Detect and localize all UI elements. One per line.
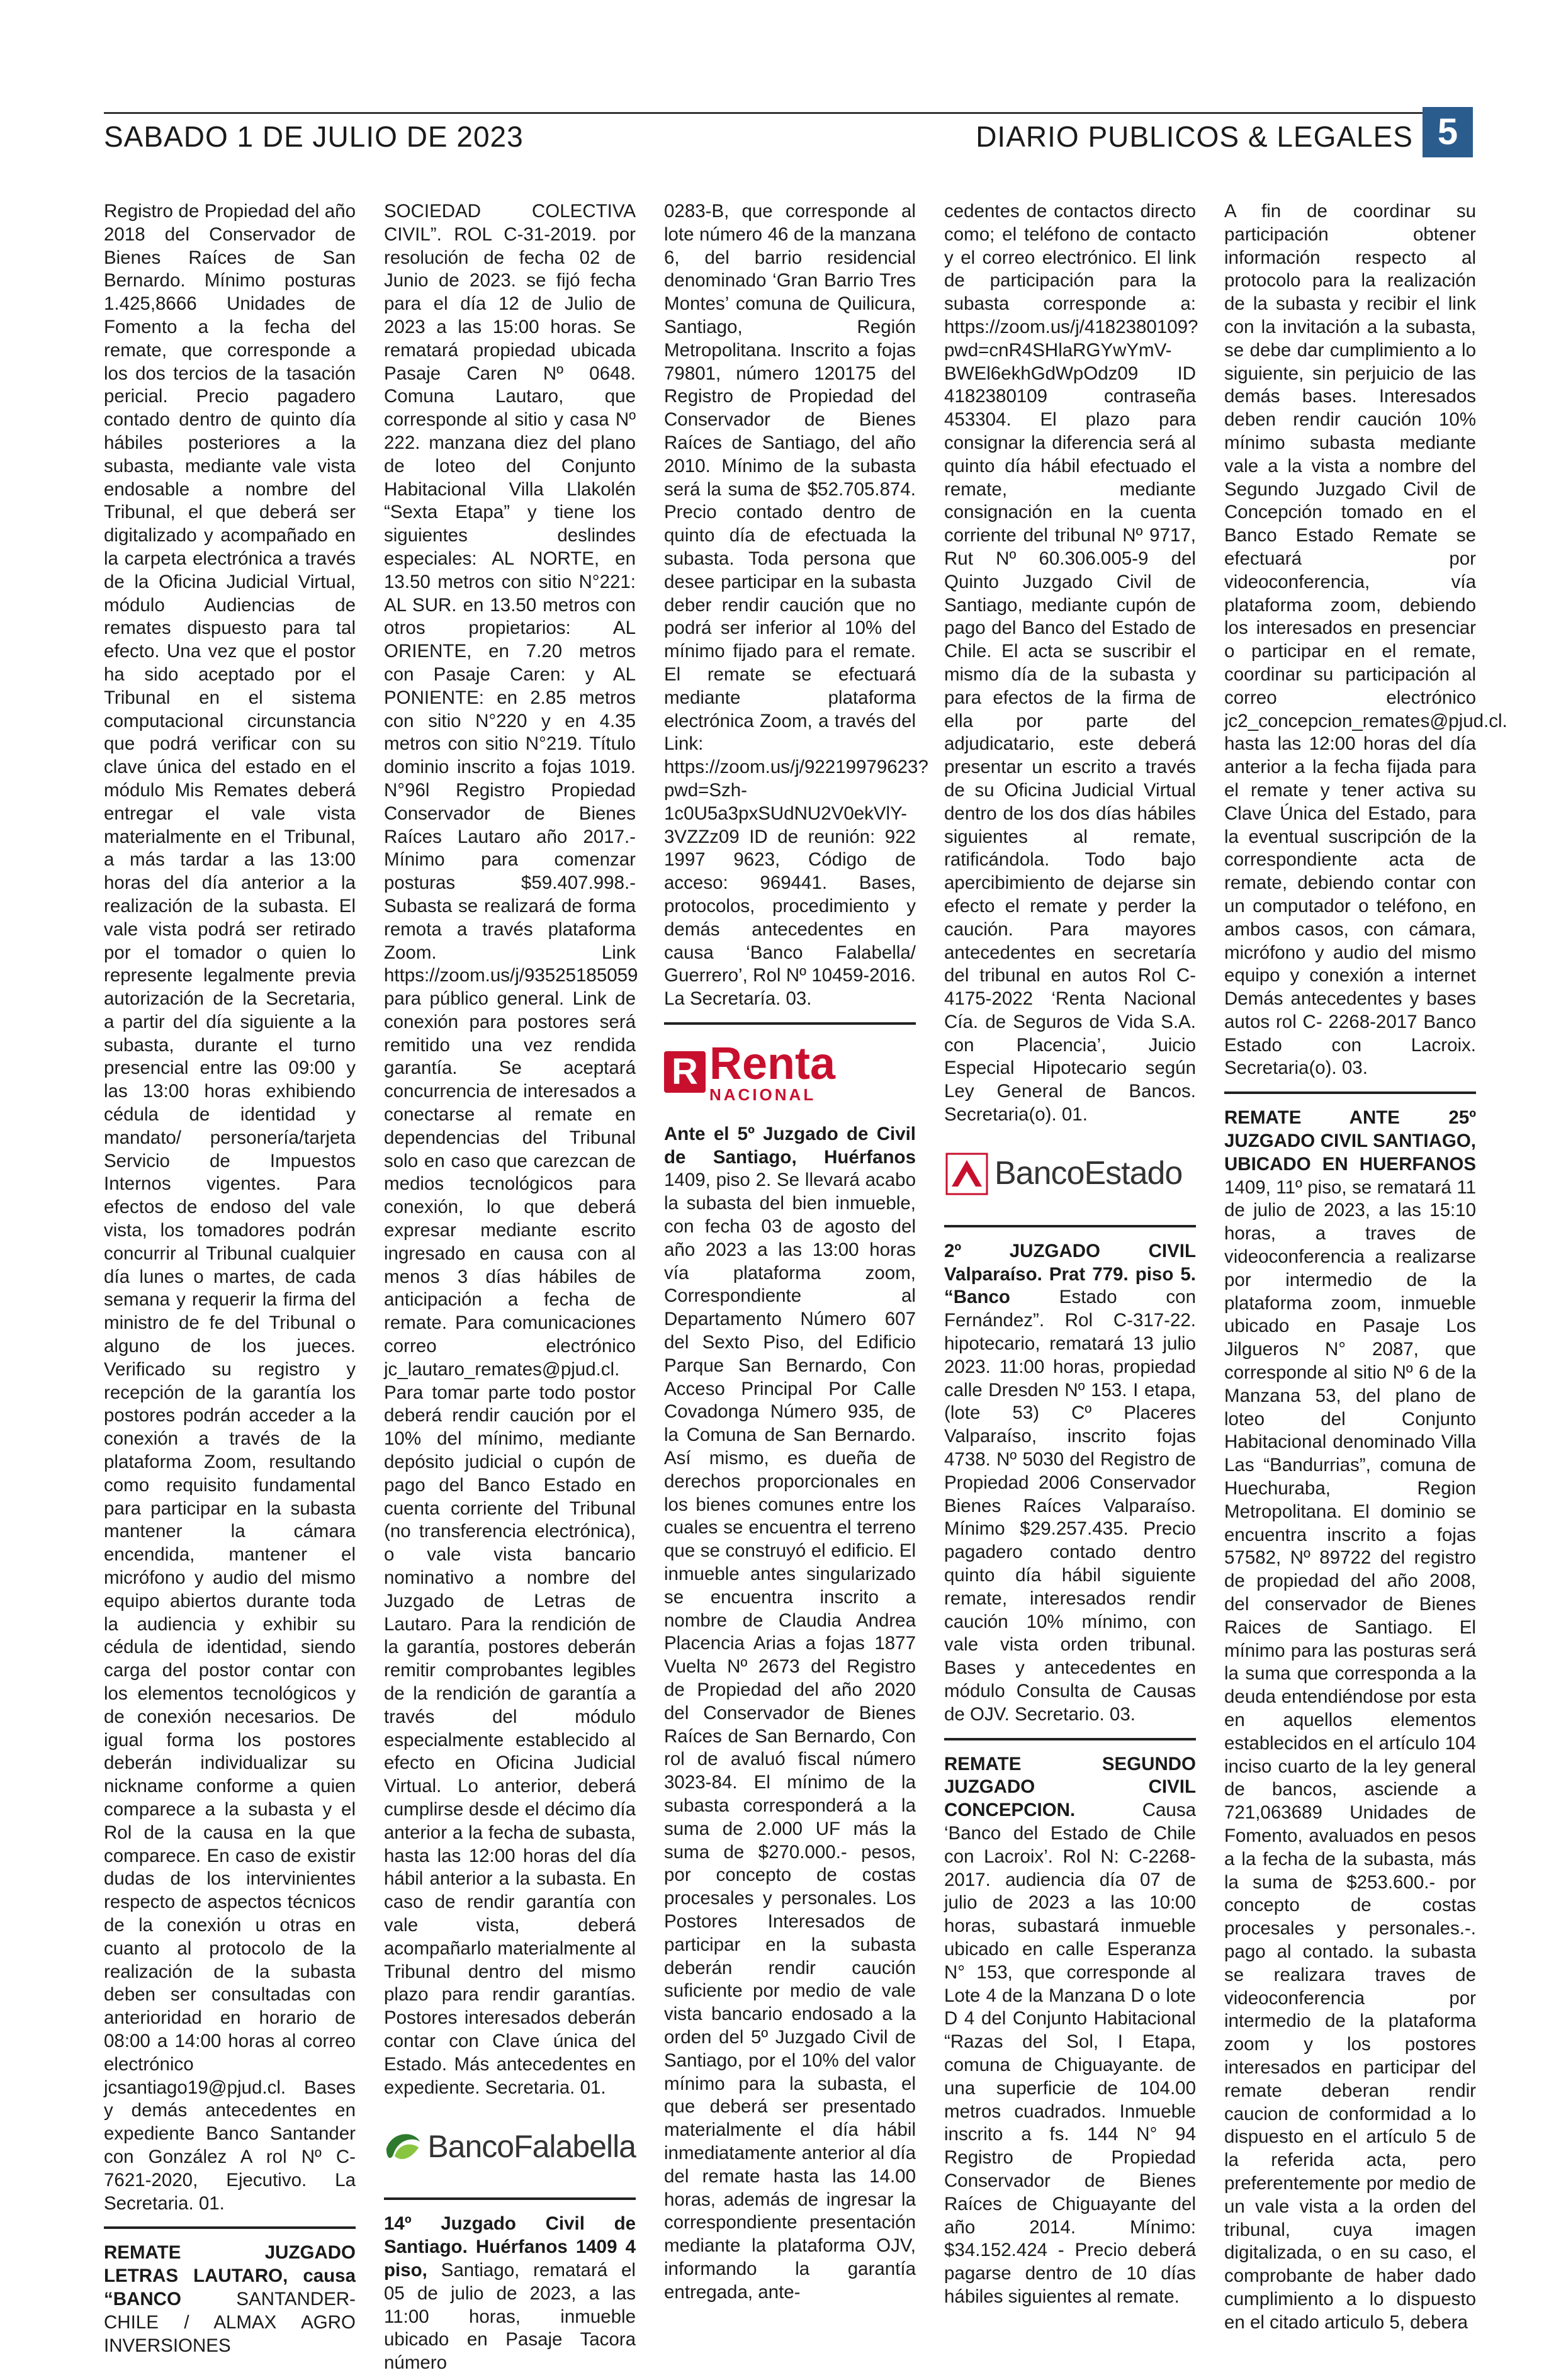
notice bbox=[384, 2213, 636, 2375]
notice-text: Registro de Propiedad del año 2018 del Conservador de Bienes Raíces de San Bernardo. Mínimo posturas 1.425,8666 Unidades de Fomento a la fecha del remate, que corresponde a los dos tercios de la tasación pericial. Precio pagadero contado dentro de quinto día hábiles posteriores a la subasta, mediante vale vista endosable a nombre del Tribunal, el que deberá ser digitalizado y acompañado en la carpeta electrónica a través de la Oficina Judicial Virtual, módulo Audiencias de remates dispuesto para tal efecto. Una vez que el postor ha sido aceptado por el Tribunal en el sistema computacional circunstancia que podrá verificar con su clave única del estado en el módulo Mis Remates deberá entregar el vale vista materialmente en el Tribunal, a más tardar a las 13:00 horas del día anterior a la realización de la subasta. El vale vista podrá ser retirado por el tomador o quien lo represente legalmente previa autorización de la Secretaria, a partir del día siguiente a la subasta, durante el turno presencial entre las 09:00 y las 13:00 horas exhibiendo cédula de identidad y mandato/ personería/tarjeta Servicio de Impuestos Internos vigentes. Para efectos de endoso del vale vista, los tomadores podrán concurrir al Tribunal cualquier día lunes o martes, de cada semana y requerir la firma del ministro de fe del Tribunal o alguno de los jueces. Verificado su registro y recepción de la garantía los postores podrán acceder a la conexión a través de la plataforma Zoom, resultando como requisito fundamental para participar en la subasta mantener la cámara encendida, mantener el micrófono y audio del mismo equipo abiertos durante toda la audiencia y exhibir su cédula de identidad, siendo carga del postor contar con los elementos tecnológicos y de conexión necesarios. De igual forma los postores deberán individualizar su nickname conforme a quien comparece a la subasta y el Rol de la causa en la que comparece. En caso de existir dudas de los intervinientes respecto de aspectos técnicos de la conexión u otras en cuanto al protocolo de la realización de la subasta deben ser consultadas con anterioridad en horario de 08:00 a 14:00 horas al correo electrónico jcsantiago19@pjud.cl. Bases y demás antecedentes en expediente Banco Santander con González A rol Nº C-7621-2020, Ejecutivo. La Secretaria. 01. bbox=[104, 201, 356, 2214]
banco-falabella-mark-icon bbox=[384, 2121, 422, 2172]
page-header bbox=[104, 107, 1473, 157]
divider bbox=[944, 1738, 1196, 1740]
column-2 bbox=[384, 200, 636, 2380]
notice-text: SOCIEDAD COLECTIVA CIVIL”. ROL C-31-2019. por resolución de fecha 02 de Junio de 2023. se fijó fecha para el día 12 de Julio de 2023 a las 15:00 horas. Se rematará propiedad ubicada Pasaje Caren Nº 0648. Comuna Lautaro, que corresponde al sitio y casa Nº 222. manzana diez del plano de loteo del Conjunto Habitacional Villa Llakolén “Sexta Etapa” y tiene los siguientes deslindes especiales: AL NORTE, en 13.50 metros con sitio N°221: AL SUR. en 13.50 metros con otros propietarios: AL ORIENTE, en 7.20 metros con Pasaje Caren: y AL PONIENTE: en 2.85 metros con sitio N°220 y en 4.35 metros con sitio N°219. Título dominio inscrito a fojas 1019. N°96l Registro Propiedad Conservador de Bienes Raíces Lautaro año 2017.- Mínimo para comenzar posturas $59.407.998.- Subasta se realizará de forma remota a través plataforma Zoom. Link https://zoom.us/j/93525185059 para público general. Link de conexión para postores será remitido una vez rendida garantía. Se aceptará concurrencia de interesados a conectarse al remate en dependencias del Tribunal solo en caso que carezcan de medios tecnológicos para conexión, lo que deberá expresar mediante escrito ingresado en causa con al menos 3 días hábiles de anticipación a fecha de remate. Para comunicaciones correo electrónico jc_lautaro_remates@pjud.cl. Para tomar parte todo postor deberá rendir caución por el 10% del mínimo, mediante depósito judicial o cupón de pago del Banco Estado en cuenta corriente del Tribunal (no transferencia electrónica), o vale vista bancario nominativo a nombre del Juzgado de Letras de Lautaro. Para la rendición de la garantía, postores deberán remitir comprobantes legibles de la rendición de garantía a través del módulo especialmente establecido al efecto en Oficina Judicial Virtual. Lo anterior, deberá cumplirse desde el décimo día anterior a la fecha de subasta, hasta las 12:00 horas del día hábil anterior a la subasta. En caso de rendir garantía con vale vista, deberá acompañarlo materialmente al Tribunal dentro del mismo plazo para rendir garantías. Postores interesados deberán contar con Clave única del Estado. Más antecedentes en expediente. Secretaria. 01. bbox=[384, 201, 638, 2098]
column-5 bbox=[1224, 200, 1507, 2340]
notice bbox=[944, 1753, 1196, 2309]
notice-text: SANTANDER-CHILE / ALMAX AGRO INVERSIONES bbox=[104, 2288, 356, 2356]
divider bbox=[384, 2197, 636, 2200]
renta-nacional-wordmark bbox=[709, 1038, 836, 1104]
divider bbox=[104, 2226, 356, 2229]
renta-name: Renta bbox=[709, 1038, 836, 1089]
notice bbox=[664, 1123, 916, 2304]
notice-text: cedentes de contactos directo como; el teléfono de contacto y el correo electrónico. El link de participación para la subasta corresponde a: https://zoom.us/j/4182380109?pwd=cnR4SHlaRGYwYmV-BWEl6ekhGdWpOdz09 ID 4182380109 contraseña 453304. El plazo para consignar la diferencia será al quinto día hábil efectuado el remate, mediante consignación en la cuenta corriente del tribunal Nº 9717, Rut Nº 60.306.005-9 del Quinto Juzgado Civil de Santiago, mediante cupón de pago del Banco del Estado de Chile. El acta se suscribir el mismo día de la subasta y para efectos de la firma de ella por parte del adjudicatario, este deberá presentar un escrito a través de su Oficina Judicial Virtual dentro de los dos días hábiles siguientes al remate, ratificándola. Todo bajo apercibimiento de dejarse sin efecto el remate y perder la caución. Para mayores antecedentes en secretaría del tribunal en autos Rol C-4175-2022 ‘Renta Nacional Cía. de Seguros de Vida S.A. con Placencia’, Juicio Especial Hipotecario según Ley General de Bancos. Secretaria(o). 01. bbox=[944, 201, 1198, 1125]
column-3 bbox=[664, 200, 928, 2310]
page-number: 5 bbox=[1423, 107, 1473, 157]
notice-heading: Ante el 5º Juzgado de Civil de Santiago, Huérfanos bbox=[664, 1123, 916, 1168]
notice-text: 1409, piso 2. Se llevará acabo la subasta del bien inmueble, con fecha 03 de agosto del año 2023 a las 13:00 horas vía plataforma zoom, Correspondiente al Departamento Número 607 del Sexto Piso, del Edificio Parque San Bernardo, Con Acceso Principal Por Calle Covadonga Número 935, de la Comuna de San Bernardo. Así mismo, es dueña de derechos proporcionales en los bienes comunes entre los cuales se encuentra el terreno que se construyó el edificio. El inmueble antes singularizado se encuentra inscrito a nombre de Claudia Andrea Placencia Arias a fojas 1877 Vuelta Nº 2673 del Registro de Propiedad del año 2020 del Conservador de Bienes Raíces de San Bernardo, Con rol de avaluó fiscal número 3023-84. El mínimo de la subasta corresponderá a la suma de 2.000 UF más la suma de $270.000.- pesos, por concepto de costas procesales y personales. Los Postores Interesados de participar en la subasta deberán rendir caución suficiente por medio de vale vista bancario endosado a la orden del 5º Juzgado Civil de Santiago, por el 10% del valor mínimo para la subasta, el que deberá ser presentado materialmente el día hábil inmediatamente anterior al día del remate hasta las 14.00 horas, además de ingresar la correspondiente presentación mediante la plataforma OJV, informando la garantía entregada, ante- bbox=[664, 1170, 916, 2303]
banco-estado-mark-icon bbox=[944, 1151, 989, 1197]
notice bbox=[1224, 1107, 1476, 2334]
banco-falabella-wordmark: BancoFalabella bbox=[427, 2128, 636, 2164]
notice-heading: 2º JUZGADO CIVIL Valparaíso. Prat 779. piso 5. “Banco bbox=[944, 1240, 1196, 1308]
notice-text: 1409, 11º piso, se rematará 11 de julio de 2023, a las 15:10 horas, a traves de videoconferencia a realizarse por intermedio de la plataforma zoom, inmueble ubicado en Pasaje Los Jilgueros N° 2087, que corresponde al sitio Nº 6 de la Manzana 53, del plano de loteo del Conjunto Habitacional denominado Villa Las “Bandurrias”, comuna de Huechuraba, Region Metropolitana. El dominio se encuentra inscrito a fojas 57582, Nº 89722 del registro de propiedad del año 2008, del conservador de Bienes Raices de Santiago. El mínimo para las posturas será la suma que corresponda a la deuda entendiéndose por esta en aquellos elementos establecidos en el artículo 104 inciso cuarto de la ley general de bancos, asciende a 721,063689 Unidades de Fomento, avaluados en pesos a la fecha de la subasta, más la suma de $253.600.- por concepto de costas procesales y personales.-. pago al contado. la subasta se realizara traves de videoconferencia por intermedio de la plataforma zoom y los postores interesados en participar del remate deberan rendir caucion de conformidad a lo dispuesto en el artículo 5 de la referida acta, pero preferentemente por medio de un vale vista a la orden del tribunal, cuya imagen digitalizada, o en su caso, el comprobante de haber dado cumplimiento a lo dispuesto en el citado articulo 5, debera bbox=[1224, 1176, 1476, 2333]
notice-text: Estado con Fernández”. Rol C-317-22. hipotecario, rematará 13 julio 2023. 11:00 horas, propiedad calle Dresden Nº 153. I etapa, (lote 53) Cº Placeres Valparaíso, inscrito fojas 4738. Nº 5030 del Registro de Propiedad 2006 Conservador Bienes Raíces Valparaíso. Mínimo $29.257.435. Precio pagadero contado dentro quinto día hábil siguiente remate, interesados rendir caución 10% mínimo, con vale vista orden tribunal. Bases y antecedentes en módulo Consulta de Causas de OJV. Secretario. 03. bbox=[944, 1287, 1196, 1725]
banco-falabella-logo bbox=[384, 2112, 636, 2181]
renta-sub: NACIONAL bbox=[709, 1085, 816, 1104]
renta-nacional-mark-icon: R bbox=[664, 1051, 706, 1093]
divider bbox=[664, 1022, 916, 1025]
notice bbox=[104, 2242, 356, 2357]
column-1 bbox=[104, 200, 356, 2362]
notice-heading: 14º Juzgado Civil de Santiago. Huérfanos 1409 4 piso, bbox=[384, 2213, 636, 2281]
divider bbox=[944, 1225, 1196, 1227]
divider bbox=[1224, 1091, 1476, 1094]
notice-heading: REMATE JUZGADO LETRAS LAUTARO, causa “BANCO bbox=[104, 2242, 356, 2310]
header-rule bbox=[104, 112, 1432, 114]
publication-name: DIARIO PUBLICOS & LEGALES bbox=[976, 120, 1413, 153]
notice-heading: REMATE ANTE 25º JUZGADO CIVIL SANTIAGO, UBICADO EN HUERFANOS bbox=[1224, 1107, 1476, 1175]
banco-estado-wordmark: BancoEstado bbox=[995, 1155, 1183, 1192]
notice-text: A fin de coordinar su participación obtener información respecto al protocolo para la realización de la subasta y recibir el link con la invitación a la subasta, se debe dar cumplimiento a lo siguiente, sin perjuicio de las demás bases. Interesados deben rendir caución 10% mínimo subasta mediante vale a la vista a nombre del Segundo Juzgado Civil de Concepción tomado en el Banco Estado Remate se efectuará por videoconferencia, vía plataforma zoom, debiendo los interesados en presenciar o participar en el remate, coordinar su participación al correo electrónico jc2_concepcion_remates@pjud.cl. hasta las 12:00 horas del día anterior a la fecha fijada para el remate y tener activa su Clave Única del Estado, para la eventual suscripción de la correspondiente acta de remate, debiendo contar con un computador o teléfono, en ambos casos, con cámara, micrófono y audio del mismo equipo y conexión a internet Demás antecedentes y bases autos rol C- 2268-2017 Banco Estado con Lacroix. Secretaria(o). 03. bbox=[1224, 201, 1507, 1079]
column-4 bbox=[944, 200, 1196, 2314]
notice-text: 0283-B, que corresponde al lote número 46 de la manzana 6, del barrio residencial denominado ‘Gran Barrio Tres Montes’ comuna de Quilicura, Santiago, Región Metropolitana. Inscrito a fojas 79801, número 120175 del Registro de Propiedad del Conservador de Bienes Raíces de Santiago, del año 2010. Mínimo de la subasta será la suma de $52.705.874. Precio contado dentro de quinto día de efectuada la subasta. Toda persona que desee participar en la subasta deber rendir caución que no podrá ser inferior al 10% del mínimo fijado para el remate. El remate se efectuará mediante plataforma electrónica Zoom, a través del Link: https://zoom.us/j/92219979623?pwd=Szh-1c0U5a3pxSUdNU2V0ekVlY-3VZZz09 ID de reunión: 922 1997 9623, Código de acceso: 969441. Bases, protocolos, procedimiento y demás antecedentes en causa ‘Banco Falabella/ Guerrero’, Rol Nº 10459-2016. La Secretaría. 03. bbox=[664, 201, 928, 1010]
issue-date: SABADO 1 DE JULIO DE 2023 bbox=[104, 120, 524, 153]
notice-heading: REMATE SEGUNDO JUZGADO CIVIL CONCEPCION. bbox=[944, 1753, 1196, 1821]
notice-text: Santiago, rematará el 05 de julio de 2023, a las 11:00 horas, inmueble ubicado en Pasaje Tacora número bbox=[384, 2259, 636, 2374]
renta-nacional-logo bbox=[664, 1037, 916, 1107]
notice bbox=[944, 1240, 1196, 1727]
banco-estado-logo bbox=[944, 1139, 1196, 1209]
notice-text: Causa ‘Banco del Estado de Chile con Lacroix’. Rol N: C-2268-2017. audiencia día 07 de julio de 2023 a las 10:00 horas, subastará inmueble ubicado en calle Esperanza N° 153, que corresponde al Lote 4 de la Manzana D o lote D 4 del Conjunto Habitacional “Razas del Sol, I Etapa, comuna de Chiguayante. de una superficie de 104.00 metros cuadrados. Inmueble inscrito a fs. 144 N° 94 Registro de Propiedad Conservador de Bienes Raíces de Chiguayante del año 2014. Mínimo: $34.152.424 - Precio deberá pagarse dentro de 10 días hábiles siguientes al remate. bbox=[944, 1800, 1196, 2307]
